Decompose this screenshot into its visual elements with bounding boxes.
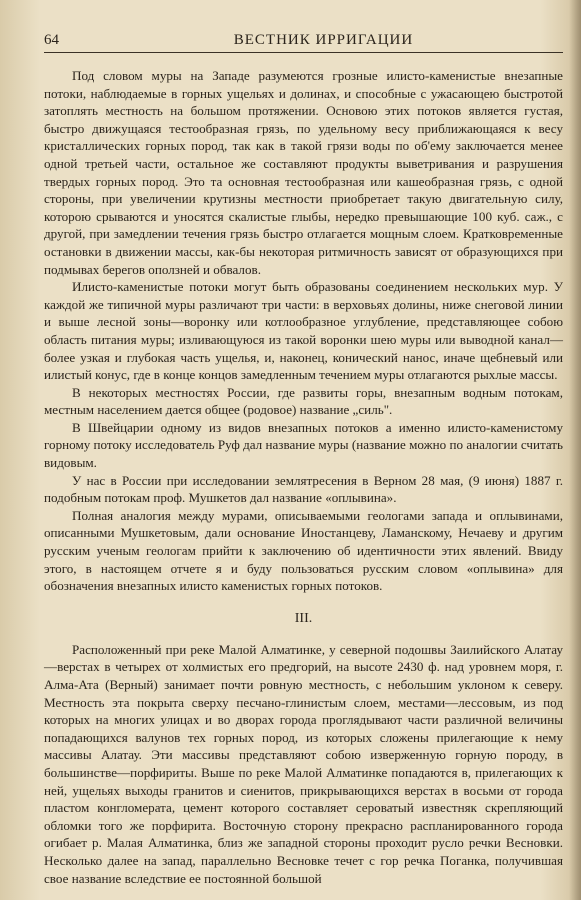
page-edge-shadow <box>569 0 581 900</box>
body-text-after <box>44 641 563 887</box>
paragraph-6: Полная аналогия между мурами, описываемыми геологами запада и оплывинами, описанными Мушкетовым, дали основание Иностанцеву, Ламанскому, Нечаеву и другим русским ученым геологам прийти к заключению об идентичности этих явлений. Ввиду этого, в настоящем отчете я и буду пользоваться русским словом «оплывина» для обозначения внезапных илисто каменистых горных потоков. <box>44 507 563 594</box>
paragraph-1: Под словом муры на Западе разумеются грозные илисто-каменистые внезапные потоки, наблюдаемые в горных ущельях и долинах, и способные с ужасающею быстротой затоплять местность на большом протяжении. Основою этих потоков является густая, быстро движущаяся тестообразная грязь, по удельному весу приближающаяся к весу кристаллических горных пород, так как в такой грязи воды по об'ему заключается менее одной третьей части, остальное же составляют продукты выветривания и разрушения твердых горных пород. Это та основная тестообразная или кашеобразная грязь, с одной стороны, при увеличении крутизны местности приобретает такую двигательную силу, которою срываются и уносятся скалистые глыбы, нередко превышающие 100 куб. саж., с другой, при замедлении течения грязь быстро отлагается мощным слоем. Кратковременные остановки в движении массы, как-бы некоторая ритмичность зависят от образующихся при подмывах берегов оползней и обвалов. <box>44 68 563 277</box>
paragraph-3: В некоторых местностях России, где развиты горы, внезапным водным потокам, местным населением дается общее (родовое) название „силь". <box>44 384 563 418</box>
paragraph-4: В Швейцарии одному из видов внезапных потоков а именно илисто-каменистому горному потоку исследователь Руф дал название муры (название можно по аналогии считать видовым. <box>44 419 564 471</box>
section-heading: III. <box>294 610 313 626</box>
page-number: 64 <box>44 32 59 48</box>
paragraph-2: Илисто-каменистые потоки могут быть образованы соединением нескольких мур. У каждой же типичной муры различают три части: в верховьях долины, ниже снеговой линии и выше лесной зоны—воронку или котлообразное углубление, представляющее собою область питания муры; изливающуюся из такой воронки шею муры или выводной канал—более узкая и глубокая часть ущелья, и, наконец, конический нанос, иначе щебневый или илистый конус, где в конце концов замедленным течением муры отлагаются рыхлые массы. <box>44 279 563 383</box>
paragraph-7: Расположенный при реке Малой Алматинке, у северной подошвы Заилийского Алатау—верстах в четырех от холмистых его предгорий, на высоте 2430 ф. над уровнем моря, г. Алма-Ата (Верный) занимает почти ровную местность, с небольшим уклоном к северу. Местность эта покрыта сверху песчано-глинистым слоем, местами—лессовым, из под которых на многих улицах и во дворах города проглядывают части различной величины попадающихся валунов тех горных пород, из которых сложены прилегающие к нему массивы Алатау. Эти массивы представляют собою изверженную горную породу, в большинстве—порфириты. Выше по реке Малой Алматинке попадаются в, прилегающих к ней, ущельях выходы гранитов и сиенитов, прикрывающихся верстах в восьми от города пластом конгломерата, цемент которого составляет сероватый известняк скрепляющий обломки того же порфирита. Восточную сторону прекрасно распланированного города огибает р. Малая Алматинка, близ же западной стороны проходит русло речки Весновки. Несколько далее на запад, параллельно Весновке течет с гор речка Поганка, получившая свое название вследствие ее постоянной большой <box>44 641 563 886</box>
page-header <box>44 28 563 53</box>
paragraph-5: У нас в России при исследовании землятресения в Верном 28 мая, (9 июня) 1887 г. подобным потокам проф. Мушкетов дал название «оплывина». <box>44 472 563 506</box>
running-title: ВЕСТНИК ИРРИГАЦИИ <box>233 32 414 48</box>
body-text-before <box>44 67 563 595</box>
